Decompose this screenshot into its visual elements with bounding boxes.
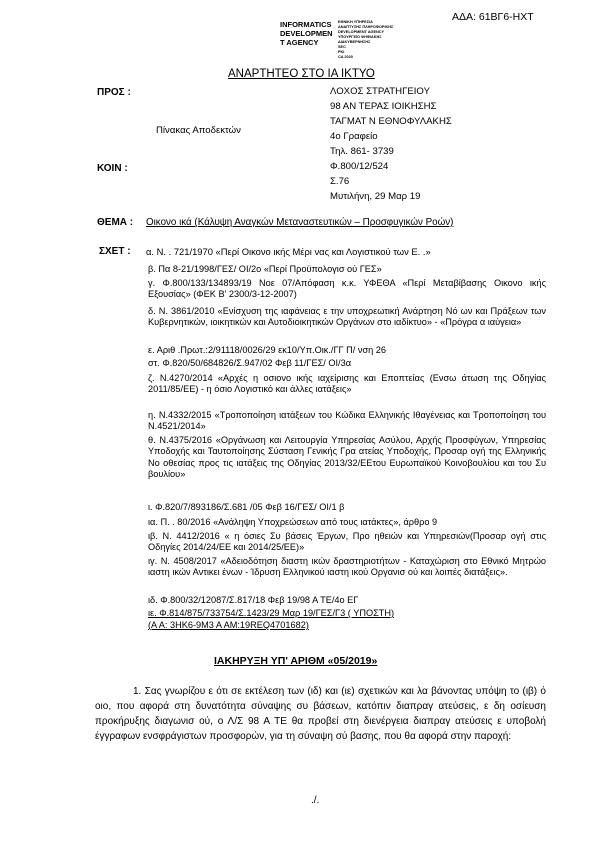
logo-small-text: ΕΘΝΙΚΗ ΥΠΗΡΕΣΙΑ ΑΝΑΠΤΥΞΗΣ ΠΛΗΡΟΦΟΡΙΚΗΣ DEVELOPMENT AGENCY ΥΠΟΥΡΓΕΙΟ ΨΗΦΙΑΚΗΣ ΔΙΑΚΥΒΕΡΝΗΣΗΣ SEC PKI CA 2020 — [338, 20, 394, 59]
reference-ie-ada: (Α Α: 3ΗΚ6-9Μ3 Α ΑΜ:19REQ4701682) — [148, 620, 309, 630]
sender-block — [330, 84, 452, 204]
logo-text: INFORMATICS DEVELOPMEN T AGENCY — [280, 20, 333, 47]
reference-ib: ιβ. Ν. 4412/2016 « η όσιες Συ βάσεις Έργων, Προ ηθειών και Υπηρεσιών(Προσαρ ογή στις Οδηγίες 2014/24/ΕΕ και 2014/25/ΕΕ)» — [148, 531, 546, 553]
reference-ia: ια. Π. . 80/2016 «Ανάληψη Υποχρεώσεων από τους ιατάκτες», άρθρο 9 — [148, 517, 438, 527]
subject-label: ΘΕΜΑ : — [97, 217, 134, 228]
reference-d: δ. Ν. 3861/2010 «Ενίσχυση της ιαφάνειας ε την υποχρεωτική Ανάρτηση Νό ων και Πράξεων των Κυβερνητικών, ιοικητικών και Αυτοδιοικητικών Οργάνων στο ιαδίκτυο» - «Πρόγρα α ιαύγεια» — [148, 306, 546, 328]
serial-number: Σ.76 — [330, 176, 350, 187]
reference-ie: ιε. Φ.814/875/733754/Σ.1423/29 Μαρ 19/ΓΕΣ/Γ3 ( ΥΠΟΣΤΗ) — [148, 608, 395, 618]
subject-text: Οικονο ικά (Κάλυψη Αναγκών Μεταναστευτικών – Προσφυγικών Ροών) — [146, 217, 454, 228]
sender-line: ΛΟΧΟΣ ΣΤΡΑΤΗΓΕΙΟΥ — [330, 86, 430, 97]
to-label: ΠΡΟΣ : — [97, 87, 131, 98]
reference-st: στ. Φ.820/50/684826/Σ.947/02 Φεβ 11/ΓΕΣ/ ΟΙ/3α — [148, 358, 352, 368]
reference-id: ιδ. Φ.800/32/12087/Σ.817/18 Φεβ 19/98 Α ΤΕ/4ο ΕΓ — [148, 595, 359, 605]
reference-a: α. Ν. . 721/1970 «Περί Οικονο ικής Μέρι νας και Λογιστικού των Ε. .» — [146, 246, 431, 257]
reference-ig: ιγ. Ν. 4508/2017 «Αδειοδότηση διαστη ικών δραστηριοτήτων - Καταχώριση στο Εθνικό Μητρώο ιαστη ικών Αντικει ένων - Ίδρυση Ελληνικού ιαστη ικού Οργανισ ού και λοιπές διατάξεις». — [148, 556, 546, 578]
date-place: Μυτιλήνη, 29 Μαρ 19 — [330, 191, 421, 202]
reference-b: β. Πα 8-21/1998/ΓΕΣ/ ΟΙ/2ο «Περί Προϋπολογισ ού ΓΕΣ» — [148, 264, 382, 274]
reference-e: ε. Αριθ .Πρωτ.:2/91118/0026/29 εκ10/Υπ.Οικ./ΓΓ Π/ νση 26 — [148, 345, 387, 355]
sender-line: 4ο Γραφείο — [330, 131, 378, 142]
reference-th: θ. Ν.4375/2016 «Οργάνωση και Λειτουργία Υπηρεσίας Ασύλου, Αρχής Προσφύγων, Υπηρεσίας Υποδοχής και Ταυτοποίησης Σύσταση Γενικής Γρα ατείας Υποδοχής, Προσαρ ογή της Ελληνικής Νο οθεσίας προς τις ιατάξεις της Οδηγίας 2013/32/ΕΕτου Ευρωπαϊκού Κοινοβουλίου και του Συ βουλίου» — [148, 435, 546, 480]
file-number: Φ.800/12/524 — [330, 161, 389, 172]
document-title: ΑΝΑΡΤΗΤΕΟ ΣΤΟ ΙΑ ΙΚΤΥΟ — [228, 68, 375, 80]
sender-line: 98 ΑΝ ΤΕΡΑΣ ΙΟΙΚΗΣΗΣ — [330, 101, 437, 112]
reference-h: η. Ν.4332/2015 «Τροποποίηση ιατάξεων του Κώδικα Ελληνικής Ιθαγένειας και Τροποποίηση του Ν.4521/2014» — [148, 410, 546, 432]
recipients-list: Πίνακας Αποδεκτών — [156, 125, 241, 136]
cc-label: ΚΟΙΝ : — [97, 163, 128, 174]
declaration-heading: ΙΑΚΗΡΥΞΗ ΥΠ' ΑΡΙΘΜ «05/2019» — [214, 655, 378, 667]
reference-i: ι. Φ.820/7/893186/Σ.681 /05 Φεβ 16/ΓΕΣ/ ΟΙ/1 β — [148, 502, 345, 512]
ada-code: ΑΔΑ: 61ΒΓ6-ΗΧΤ — [452, 11, 534, 23]
refs-label: ΣΧΕΤ : — [99, 246, 131, 257]
sender-line: Τηλ. 861- 3739 — [330, 146, 394, 157]
page-continuation-marker: ./. — [311, 795, 320, 806]
reference-c: γ. Φ.800/133/134893/19 Νοε 07/Απόφαση κ.κ. ΥΦΕΘΑ «Περί Μεταβίβασης Οικονο ικής Εξουσίας» (ΦΕΚ Β' 2300/3-12-2007) — [148, 278, 546, 300]
declaration-body: 1. Σας γνωρίζου ε ότι σε εκτέλεση των (ιδ) και (ιε) σχετικών και λα βάνοντας υπόψη το (ιβ) ό οιο, που αφορά στη δυνατότητα σύναψης συ βάσεων, κατόπιν διαπραγ ατεύσεις, ε δη οσίευση προκήρυξης διαγωνισ ού, ο Λ/Σ 98 Α ΤΕ θα προβεί στη διενέργεια διαπραγ ατεύσεις ε υποβολή έγγραφων ενσφράγιστων προσφορών, για τη σύναψη σύ βασης, που θα αφορά στην παροχή: — [95, 686, 546, 743]
reference-z: ζ. Ν.4270/2014 «Αρχές η οσιονο ικής ιαχείρισης και Εποπτείας (Ενσω άτωση της Οδηγίας 2011/85/ΕΕ) - η όσιο Λογιστικό και άλλες ιατάξεις» — [148, 373, 546, 395]
sender-line: ΤΑΓΜΑΤ Ν ΕΘΝΟΦΥΛΑΚΗΣ — [330, 116, 452, 127]
